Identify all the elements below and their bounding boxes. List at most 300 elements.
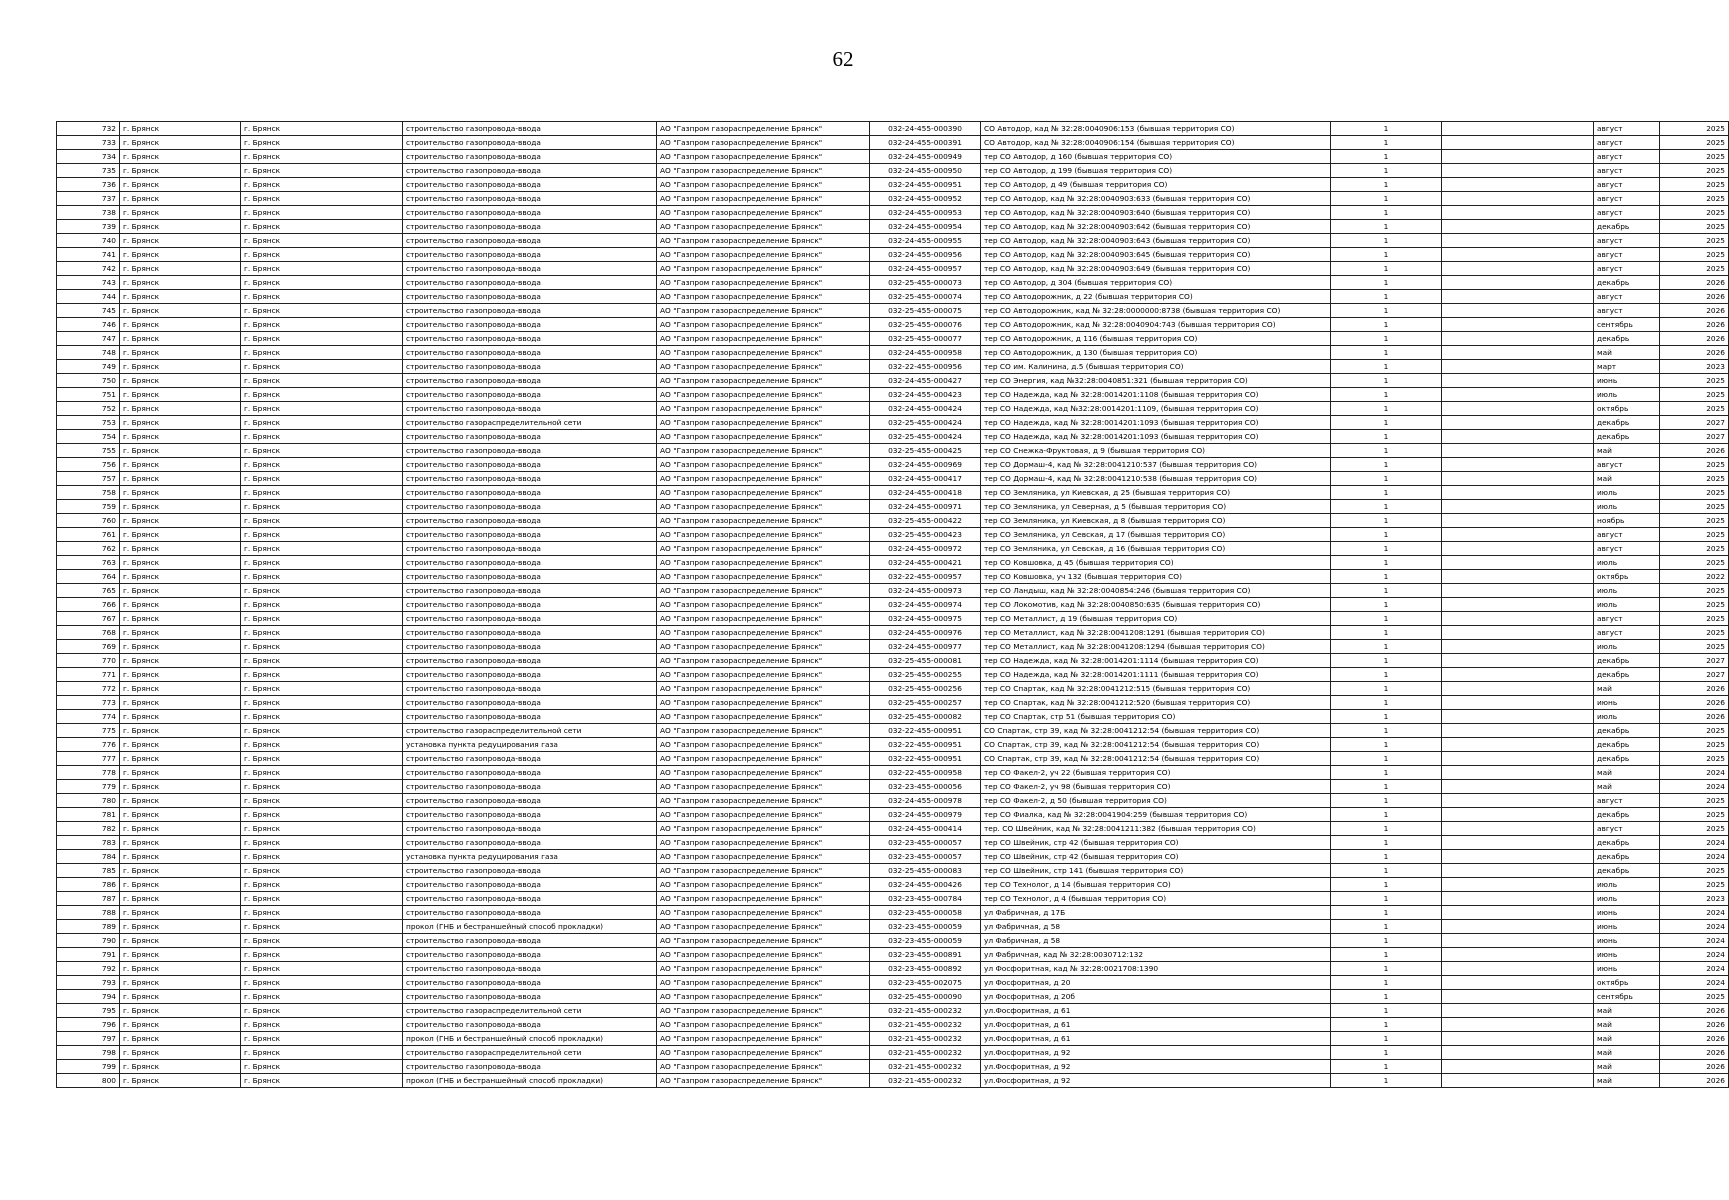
row-number-cell: 759	[57, 500, 120, 514]
table-row	[57, 500, 1729, 514]
note-cell	[1442, 234, 1594, 248]
table-row	[57, 948, 1729, 962]
code-cell: 032-24-455-000427	[870, 374, 981, 388]
address-cell: тер СО Технолог, д 14 (бывшая территория СО)	[981, 878, 1331, 892]
table-row	[57, 864, 1729, 878]
organization-cell: АО "Газпром газораспределение Брянск"	[657, 1004, 870, 1018]
code-cell: 032-24-455-000418	[870, 486, 981, 500]
table-row	[57, 136, 1729, 150]
municipality-cell: г. Брянск	[120, 570, 241, 584]
table-row	[57, 1032, 1729, 1046]
month-cell: июнь	[1594, 934, 1660, 948]
row-number-cell: 800	[57, 1074, 120, 1088]
settlement-cell: г. Брянск	[241, 318, 403, 332]
settlement-cell: г. Брянск	[241, 864, 403, 878]
work-type-cell: строительство газопровода-ввода	[403, 948, 657, 962]
row-number-cell: 764	[57, 570, 120, 584]
municipality-cell: г. Брянск	[120, 682, 241, 696]
work-type-cell: строительство газопровода-ввода	[403, 136, 657, 150]
table-row	[57, 878, 1729, 892]
note-cell	[1442, 486, 1594, 500]
month-cell: август	[1594, 206, 1660, 220]
table-row	[57, 976, 1729, 990]
work-type-cell: строительство газопровода-ввода	[403, 696, 657, 710]
address-cell: тер СО Надежда, кад № 32:28:0014201:1108 (бывшая территория СО)	[981, 388, 1331, 402]
count-cell: 1	[1331, 976, 1442, 990]
month-cell: март	[1594, 360, 1660, 374]
month-cell: май	[1594, 346, 1660, 360]
municipality-cell: г. Брянск	[120, 430, 241, 444]
month-cell: декабрь	[1594, 430, 1660, 444]
month-cell: декабрь	[1594, 752, 1660, 766]
code-cell: 032-24-455-000956	[870, 248, 981, 262]
municipality-cell: г. Брянск	[120, 346, 241, 360]
address-cell: тер СО Надежда, кад № 32:28:0014201:1093 (бывшая территория СО)	[981, 430, 1331, 444]
code-cell: 032-24-455-000417	[870, 472, 981, 486]
municipality-cell: г. Брянск	[120, 836, 241, 850]
work-type-cell: строительство газораспределительной сети	[403, 416, 657, 430]
table-row	[57, 318, 1729, 332]
table-row	[57, 836, 1729, 850]
table-row	[57, 360, 1729, 374]
code-cell: 032-25-455-000083	[870, 864, 981, 878]
month-cell: июль	[1594, 486, 1660, 500]
table-row	[57, 458, 1729, 472]
count-cell: 1	[1331, 402, 1442, 416]
municipality-cell: г. Брянск	[120, 556, 241, 570]
count-cell: 1	[1331, 528, 1442, 542]
code-cell: 032-21-455-000232	[870, 1004, 981, 1018]
organization-cell: АО "Газпром газораспределение Брянск"	[657, 388, 870, 402]
organization-cell: АО "Газпром газораспределение Брянск"	[657, 1046, 870, 1060]
row-number-cell: 744	[57, 290, 120, 304]
note-cell	[1442, 556, 1594, 570]
row-number-cell: 783	[57, 836, 120, 850]
work-type-cell: строительство газопровода-ввода	[403, 892, 657, 906]
year-cell: 2027	[1660, 430, 1729, 444]
settlement-cell: г. Брянск	[241, 290, 403, 304]
count-cell: 1	[1331, 472, 1442, 486]
address-cell: тер СО Металлист, кад № 32:28:0041208:1294 (бывшая территория СО)	[981, 640, 1331, 654]
count-cell: 1	[1331, 164, 1442, 178]
table-row	[57, 528, 1729, 542]
month-cell: август	[1594, 626, 1660, 640]
work-type-cell: строительство газопровода-ввода	[403, 332, 657, 346]
month-cell: декабрь	[1594, 668, 1660, 682]
municipality-cell: г. Брянск	[120, 640, 241, 654]
code-cell: 032-23-455-000056	[870, 780, 981, 794]
row-number-cell: 781	[57, 808, 120, 822]
code-cell: 032-25-455-000074	[870, 290, 981, 304]
address-cell: тер СО Надежда, кад №32:28:0014201:1109, (бывшая территория СО)	[981, 402, 1331, 416]
organization-cell: АО "Газпром газораспределение Брянск"	[657, 346, 870, 360]
count-cell: 1	[1331, 920, 1442, 934]
year-cell: 2025	[1660, 752, 1729, 766]
row-number-cell: 745	[57, 304, 120, 318]
year-cell: 2025	[1660, 584, 1729, 598]
month-cell: июль	[1594, 598, 1660, 612]
organization-cell: АО "Газпром газораспределение Брянск"	[657, 318, 870, 332]
organization-cell: АО "Газпром газораспределение Брянск"	[657, 360, 870, 374]
code-cell: 032-24-455-000958	[870, 346, 981, 360]
month-cell: август	[1594, 304, 1660, 318]
month-cell: декабрь	[1594, 276, 1660, 290]
count-cell: 1	[1331, 738, 1442, 752]
note-cell	[1442, 290, 1594, 304]
municipality-cell: г. Брянск	[120, 374, 241, 388]
address-cell: ул Фабричная, кад № 32:28:0030712:132	[981, 948, 1331, 962]
table-row	[57, 892, 1729, 906]
note-cell	[1442, 1032, 1594, 1046]
municipality-cell: г. Брянск	[120, 402, 241, 416]
count-cell: 1	[1331, 136, 1442, 150]
organization-cell: АО "Газпром газораспределение Брянск"	[657, 976, 870, 990]
year-cell: 2025	[1660, 122, 1729, 136]
note-cell	[1442, 122, 1594, 136]
address-cell: тер СО Спартак, кад № 32:28:0041212:515 (бывшая территория СО)	[981, 682, 1331, 696]
settlement-cell: г. Брянск	[241, 514, 403, 528]
settlement-cell: г. Брянск	[241, 1074, 403, 1088]
settlement-cell: г. Брянск	[241, 360, 403, 374]
work-type-cell: строительство газопровода-ввода	[403, 150, 657, 164]
table-row	[57, 920, 1729, 934]
note-cell	[1442, 584, 1594, 598]
settlement-cell: г. Брянск	[241, 738, 403, 752]
count-cell: 1	[1331, 1018, 1442, 1032]
municipality-cell: г. Брянск	[120, 360, 241, 374]
organization-cell: АО "Газпром газораспределение Брянск"	[657, 892, 870, 906]
note-cell	[1442, 514, 1594, 528]
work-type-cell: строительство газопровода-ввода	[403, 682, 657, 696]
municipality-cell: г. Брянск	[120, 388, 241, 402]
table-row	[57, 934, 1729, 948]
organization-cell: АО "Газпром газораспределение Брянск"	[657, 178, 870, 192]
address-cell: тер СО Фиалка, кад № 32:28:0041904:259 (бывшая территория СО)	[981, 808, 1331, 822]
work-type-cell: строительство газопровода-ввода	[403, 598, 657, 612]
month-cell: декабрь	[1594, 416, 1660, 430]
settlement-cell: г. Брянск	[241, 332, 403, 346]
municipality-cell: г. Брянск	[120, 738, 241, 752]
work-type-cell: строительство газопровода-ввода	[403, 164, 657, 178]
code-cell: 032-25-455-000424	[870, 430, 981, 444]
note-cell	[1442, 864, 1594, 878]
row-number-cell: 795	[57, 1004, 120, 1018]
year-cell: 2026	[1660, 682, 1729, 696]
row-number-cell: 739	[57, 220, 120, 234]
organization-cell: АО "Газпром газораспределение Брянск"	[657, 500, 870, 514]
settlement-cell: г. Брянск	[241, 234, 403, 248]
organization-cell: АО "Газпром газораспределение Брянск"	[657, 444, 870, 458]
count-cell: 1	[1331, 1074, 1442, 1088]
month-cell: июль	[1594, 878, 1660, 892]
settlement-cell: г. Брянск	[241, 486, 403, 500]
settlement-cell: г. Брянск	[241, 1018, 403, 1032]
organization-cell: АО "Газпром газораспределение Брянск"	[657, 164, 870, 178]
note-cell	[1442, 164, 1594, 178]
row-number-cell: 780	[57, 794, 120, 808]
code-cell: 032-22-455-000956	[870, 360, 981, 374]
note-cell	[1442, 444, 1594, 458]
organization-cell: АО "Газпром газораспределение Брянск"	[657, 780, 870, 794]
note-cell	[1442, 332, 1594, 346]
month-cell: май	[1594, 1004, 1660, 1018]
address-cell: тер СО Снежка-Фруктовая, д 9 (бывшая территория СО)	[981, 444, 1331, 458]
month-cell: июль	[1594, 710, 1660, 724]
note-cell	[1442, 206, 1594, 220]
note-cell	[1442, 430, 1594, 444]
count-cell: 1	[1331, 290, 1442, 304]
code-cell: 032-22-455-000958	[870, 766, 981, 780]
address-cell: СО Спартак, стр 39, кад № 32:28:0041212:54 (бывшая территория СО)	[981, 752, 1331, 766]
table-row	[57, 584, 1729, 598]
settlement-cell: г. Брянск	[241, 206, 403, 220]
code-cell: 032-24-455-000952	[870, 192, 981, 206]
row-number-cell: 796	[57, 1018, 120, 1032]
row-number-cell: 778	[57, 766, 120, 780]
note-cell	[1442, 346, 1594, 360]
table-row	[57, 346, 1729, 360]
municipality-cell: г. Брянск	[120, 780, 241, 794]
year-cell: 2025	[1660, 150, 1729, 164]
code-cell: 032-25-455-000082	[870, 710, 981, 724]
count-cell: 1	[1331, 682, 1442, 696]
count-cell: 1	[1331, 1004, 1442, 1018]
table-row	[57, 962, 1729, 976]
month-cell: сентябрь	[1594, 990, 1660, 1004]
note-cell	[1442, 962, 1594, 976]
code-cell: 032-24-455-000978	[870, 794, 981, 808]
table-row	[57, 850, 1729, 864]
address-cell: тер СО Факел-2, уч 22 (бывшая территория СО)	[981, 766, 1331, 780]
work-type-cell: строительство газопровода-ввода	[403, 304, 657, 318]
work-type-cell: прокол (ГНБ и бестраншейный способ прокладки)	[403, 1074, 657, 1088]
year-cell: 2026	[1660, 444, 1729, 458]
count-cell: 1	[1331, 570, 1442, 584]
municipality-cell: г. Брянск	[120, 892, 241, 906]
code-cell: 032-24-455-000423	[870, 388, 981, 402]
work-type-cell: строительство газопровода-ввода	[403, 262, 657, 276]
address-cell: тер СО Автодор, кад № 32:28:0040903:643 (бывшая территория СО)	[981, 234, 1331, 248]
address-cell: тер СО Факел-2, д 50 (бывшая территория СО)	[981, 794, 1331, 808]
row-number-cell: 743	[57, 276, 120, 290]
year-cell: 2025	[1660, 220, 1729, 234]
organization-cell: АО "Газпром газораспределение Брянск"	[657, 710, 870, 724]
year-cell: 2027	[1660, 668, 1729, 682]
count-cell: 1	[1331, 654, 1442, 668]
settlement-cell: г. Брянск	[241, 122, 403, 136]
address-cell: тер СО Ковшовка, уч 132 (бывшая территория СО)	[981, 570, 1331, 584]
work-type-cell: строительство газопровода-ввода	[403, 864, 657, 878]
settlement-cell: г. Брянск	[241, 612, 403, 626]
year-cell: 2025	[1660, 136, 1729, 150]
municipality-cell: г. Брянск	[120, 1046, 241, 1060]
table-row	[57, 724, 1729, 738]
row-number-cell: 769	[57, 640, 120, 654]
organization-cell: АО "Газпром газораспределение Брянск"	[657, 738, 870, 752]
work-type-cell: строительство газопровода-ввода	[403, 528, 657, 542]
table-row	[57, 122, 1729, 136]
municipality-cell: г. Брянск	[120, 962, 241, 976]
count-cell: 1	[1331, 962, 1442, 976]
month-cell: август	[1594, 262, 1660, 276]
note-cell	[1442, 612, 1594, 626]
year-cell: 2025	[1660, 556, 1729, 570]
year-cell: 2025	[1660, 486, 1729, 500]
row-number-cell: 788	[57, 906, 120, 920]
count-cell: 1	[1331, 276, 1442, 290]
count-cell: 1	[1331, 332, 1442, 346]
organization-cell: АО "Газпром газораспределение Брянск"	[657, 850, 870, 864]
organization-cell: АО "Газпром газораспределение Брянск"	[657, 990, 870, 1004]
month-cell: май	[1594, 780, 1660, 794]
code-cell: 032-25-455-000425	[870, 444, 981, 458]
code-cell: 032-24-455-000421	[870, 556, 981, 570]
organization-cell: АО "Газпром газораспределение Брянск"	[657, 234, 870, 248]
address-cell: тер СО Локомотив, кад № 32:28:0040850:635 (бывшая территория СО)	[981, 598, 1331, 612]
table-row	[57, 304, 1729, 318]
note-cell	[1442, 220, 1594, 234]
row-number-cell: 776	[57, 738, 120, 752]
table-row	[57, 906, 1729, 920]
settlement-cell: г. Брянск	[241, 892, 403, 906]
count-cell: 1	[1331, 710, 1442, 724]
settlement-cell: г. Брянск	[241, 150, 403, 164]
code-cell: 032-24-455-000955	[870, 234, 981, 248]
row-number-cell: 749	[57, 360, 120, 374]
municipality-cell: г. Брянск	[120, 472, 241, 486]
address-cell: ул.Фосфоритная, д 92	[981, 1074, 1331, 1088]
code-cell: 032-24-455-000974	[870, 598, 981, 612]
address-cell: тер СО Дормаш-4, кад № 32:28:0041210:538 (бывшая территория СО)	[981, 472, 1331, 486]
note-cell	[1442, 724, 1594, 738]
row-number-cell: 784	[57, 850, 120, 864]
count-cell: 1	[1331, 668, 1442, 682]
month-cell: июль	[1594, 388, 1660, 402]
address-cell: ул.Фосфоритная, д 92	[981, 1046, 1331, 1060]
month-cell: август	[1594, 458, 1660, 472]
organization-cell: АО "Газпром газораспределение Брянск"	[657, 206, 870, 220]
table-row	[57, 612, 1729, 626]
settlement-cell: г. Брянск	[241, 374, 403, 388]
row-number-cell: 750	[57, 374, 120, 388]
address-cell: ул Фосфоритная, д 20б	[981, 990, 1331, 1004]
row-number-cell: 755	[57, 444, 120, 458]
count-cell: 1	[1331, 1046, 1442, 1060]
municipality-cell: г. Брянск	[120, 304, 241, 318]
month-cell: декабрь	[1594, 724, 1660, 738]
organization-cell: АО "Газпром газораспределение Брянск"	[657, 430, 870, 444]
table-row	[57, 332, 1729, 346]
municipality-cell: г. Брянск	[120, 1004, 241, 1018]
row-number-cell: 735	[57, 164, 120, 178]
organization-cell: АО "Газпром газораспределение Брянск"	[657, 836, 870, 850]
address-cell: ул.Фосфоритная, д 61	[981, 1032, 1331, 1046]
settlement-cell: г. Брянск	[241, 1046, 403, 1060]
code-cell: 032-24-455-000390	[870, 122, 981, 136]
municipality-cell: г. Брянск	[120, 528, 241, 542]
month-cell: июнь	[1594, 920, 1660, 934]
month-cell: октябрь	[1594, 976, 1660, 990]
note-cell	[1442, 710, 1594, 724]
note-cell	[1442, 892, 1594, 906]
note-cell	[1442, 808, 1594, 822]
settlement-cell: г. Брянск	[241, 976, 403, 990]
organization-cell: АО "Газпром газораспределение Брянск"	[657, 822, 870, 836]
year-cell: 2024	[1660, 962, 1729, 976]
year-cell: 2024	[1660, 836, 1729, 850]
note-cell	[1442, 472, 1594, 486]
row-number-cell: 740	[57, 234, 120, 248]
work-type-cell: строительство газопровода-ввода	[403, 360, 657, 374]
note-cell	[1442, 416, 1594, 430]
municipality-cell: г. Брянск	[120, 262, 241, 276]
page-number: 62	[832, 47, 854, 71]
note-cell	[1442, 1004, 1594, 1018]
organization-cell: АО "Газпром газораспределение Брянск"	[657, 640, 870, 654]
count-cell: 1	[1331, 766, 1442, 780]
municipality-cell: г. Брянск	[120, 234, 241, 248]
month-cell: май	[1594, 472, 1660, 486]
note-cell	[1442, 752, 1594, 766]
settlement-cell: г. Брянск	[241, 878, 403, 892]
code-cell: 032-23-455-000891	[870, 948, 981, 962]
count-cell: 1	[1331, 458, 1442, 472]
code-cell: 032-23-455-000058	[870, 906, 981, 920]
settlement-cell: г. Брянск	[241, 262, 403, 276]
year-cell: 2024	[1660, 948, 1729, 962]
address-cell: тер СО Спартак, стр 51 (бывшая территория СО)	[981, 710, 1331, 724]
settlement-cell: г. Брянск	[241, 794, 403, 808]
code-cell: 032-25-455-000073	[870, 276, 981, 290]
note-cell	[1442, 192, 1594, 206]
municipality-cell: г. Брянск	[120, 444, 241, 458]
table-row	[57, 822, 1729, 836]
work-type-cell: строительство газопровода-ввода	[403, 206, 657, 220]
municipality-cell: г. Брянск	[120, 612, 241, 626]
work-type-cell: прокол (ГНБ и бестраншейный способ прокладки)	[403, 1032, 657, 1046]
note-cell	[1442, 640, 1594, 654]
municipality-cell: г. Брянск	[120, 934, 241, 948]
table-row	[57, 248, 1729, 262]
address-cell: тер СО Автодор, д 49 (бывшая территория СО)	[981, 178, 1331, 192]
work-type-cell: строительство газопровода-ввода	[403, 766, 657, 780]
table-row	[57, 206, 1729, 220]
organization-cell: АО "Газпром газораспределение Брянск"	[657, 402, 870, 416]
municipality-cell: г. Брянск	[120, 1074, 241, 1088]
year-cell: 2025	[1660, 612, 1729, 626]
address-cell: тер СО Швейник, стр 42 (бывшая территория СО)	[981, 850, 1331, 864]
count-cell: 1	[1331, 948, 1442, 962]
year-cell: 2024	[1660, 766, 1729, 780]
code-cell: 032-25-455-000076	[870, 318, 981, 332]
year-cell: 2026	[1660, 332, 1729, 346]
table-row	[57, 808, 1729, 822]
address-cell: тер СО Автодор, д 199 (бывшая территория СО)	[981, 164, 1331, 178]
work-type-cell: строительство газопровода-ввода	[403, 234, 657, 248]
year-cell: 2024	[1660, 780, 1729, 794]
address-cell: тер СО Земляника, ул Севская, д 17 (бывшая территория СО)	[981, 528, 1331, 542]
work-type-cell: установка пункта редуцирования газа	[403, 850, 657, 864]
address-cell: тер СО Автодор, кад № 32:28:0040903:649 (бывшая территория СО)	[981, 262, 1331, 276]
month-cell: декабрь	[1594, 738, 1660, 752]
municipality-cell: г. Брянск	[120, 920, 241, 934]
organization-cell: АО "Газпром газораспределение Брянск"	[657, 458, 870, 472]
settlement-cell: г. Брянск	[241, 682, 403, 696]
work-type-cell: строительство газопровода-ввода	[403, 122, 657, 136]
municipality-cell: г. Брянск	[120, 290, 241, 304]
note-cell	[1442, 458, 1594, 472]
address-cell: СО Автодор, кад № 32:28:0040906:153 (бывшая территория СО)	[981, 122, 1331, 136]
